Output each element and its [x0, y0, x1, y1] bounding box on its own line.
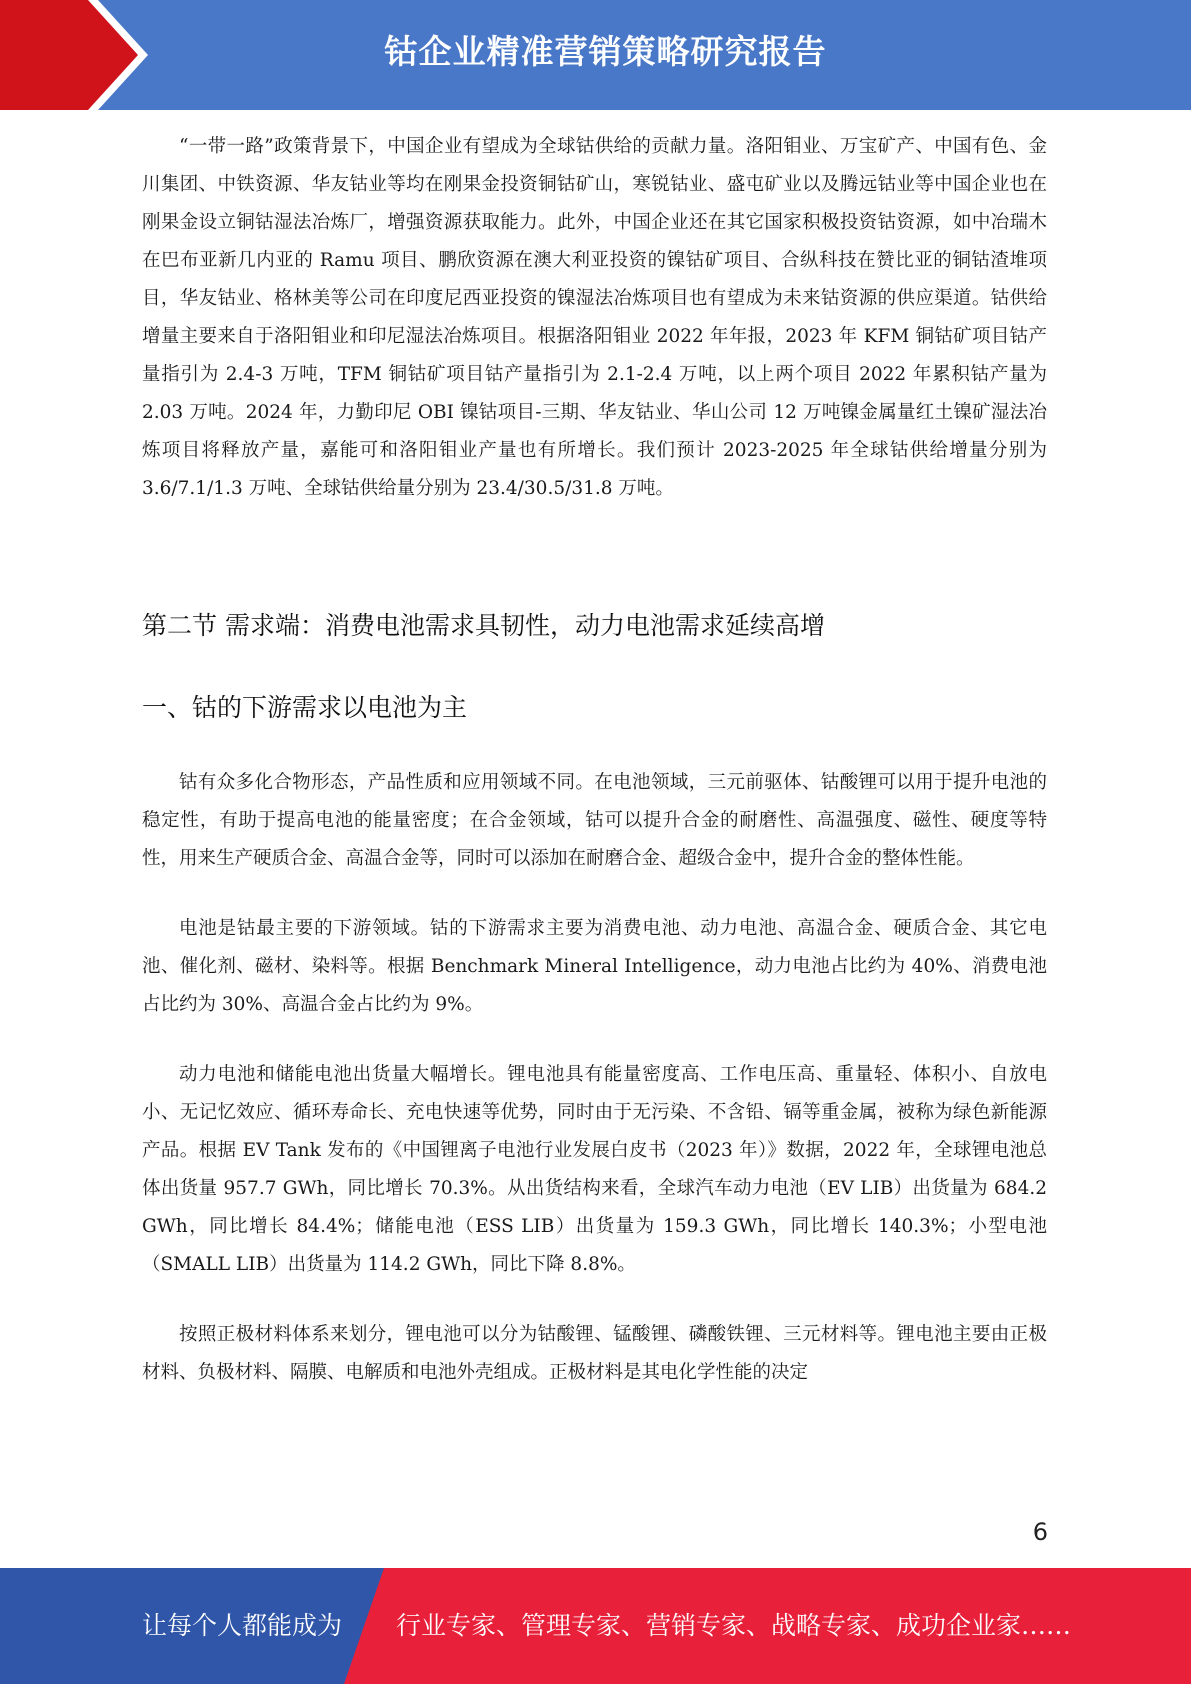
- document-body: [142, 128, 1047, 1392]
- paragraph-compounds: 钴有众多化合物形态，产品性质和应用领域不同。在电池领域，三元前驱体、钴酸锂可以用于提升电池的稳定性，有助于提高电池的能量密度；在合金领域，钴可以提升合金的耐磨性、高温强度、磁性、硬度等特性，用来生产硬质合金、高温合金等，同时可以添加在耐磨合金、超级合金中，提升合金的整体性能。: [142, 772, 1047, 869]
- paragraph-supply: “一带一路”政策背景下，中国企业有望成为全球钴供给的贡献力量。洛阳钼业、万宝矿产、中国有色、金川集团、中铁资源、华友钴业等均在刚果金投资铜钴矿山，寒锐钴业、盛屯矿业以及腾远钴业等中国企业也在刚果金设立铜钴湿法冶炼厂，增强资源获取能力。此外，中国企业还在其它国家积极投资钴资源，如中冶瑞木在巴布亚新几内亚的 Ramu 项目、鹏欣资源在澳大利亚投资的镍钴矿项目、合纵科技在赞比亚的铜钴渣堆项目，华友钴业、格林美等公司在印度尼西亚投资的镍湿法冶炼项目也有望成为未来钴资源的供应渠道。钴供给增量主要来自于洛阳钼业和印尼湿法冶炼项目。根据洛阳钼业 2022 年年报，2023 年 KFM 铜钴矿项目钴产量指引为 2.4-3 万吨，TFM 铜钴矿项目钴产量指引为 2.1-2.4 万吨，以上两个项目 2022 年累积钴产量为 2.03 万吨。2024 年，力勤印尼 OBI 镍钴项目-三期、华友钴业、华山公司 12 万吨镍金属量红土镍矿湿法冶炼项目将释放产量，嘉能可和洛阳钼业产量也有所增长。我们预计 2023-2025 年全球钴供给增量分别为 3.6/7.1/1.3 万吨、全球钴供给量分别为 23.4/30.5/31.8 万吨。: [142, 136, 1047, 499]
- paragraph-cathode: 按照正极材料体系来划分，锂电池可以分为钴酸锂、锰酸锂、磷酸铁锂、三元材料等。锂电池主要由正极材料、负极材料、隔膜、电解质和电池外壳组成。正极材料是其电化学性能的决定: [142, 1324, 1047, 1383]
- subsection-title: 一、钴的下游需求以电池为主: [142, 693, 468, 722]
- footer-banner: [0, 1568, 1191, 1684]
- paragraph-downstream: 电池是钴最主要的下游领域。钴的下游需求主要为消费电池、动力电池、高温合金、硬质合金、其它电池、催化剂、磁材、染料等。根据 Benchmark Mineral Intelligence，动力电池占比约为 40%、消费电池占比约为 30%、高温合金占比约为 9%。: [142, 918, 1047, 1015]
- section-title: 第二节 需求端：消费电池需求具韧性，动力电池需求延续高增: [142, 611, 825, 640]
- paragraph-battery-shipments: 动力电池和储能电池出货量大幅增长。锂电池具有能量密度高、工作电压高、重量轻、体积小、自放电小、无记忆效应、循环寿命长、充电快速等优势，同时由于无污染、不含铅、镉等重金属，被称为绿色新能源产品。根据 EV Tank 发布的《中国锂离子电池行业发展白皮书（2023 年）》数据，2022 年，全球锂电池总体出货量 957.7 GWh，同比增长 70.3%。从出货结构来看，全球汽车动力电池（EV LIB）出货量为 684.2 GWh，同比增长 84.4%；储能电池（ESS LIB）出货量为 159.3 GWh，同比增长 140.3%；小型电池（SMALL LIB）出货量为 114.2 GWh，同比下降 8.8%。: [142, 1064, 1047, 1275]
- page-number: 6: [1032, 1518, 1048, 1546]
- report-title: 钴企业精准营销策略研究报告: [384, 32, 827, 71]
- footer-slogan-left: 让每个人都能成为: [142, 1611, 343, 1640]
- footer-slogan-right: 行业专家、管理专家、营销专家、战略专家、成功企业家……: [396, 1611, 1072, 1640]
- header-banner: [0, 0, 1191, 110]
